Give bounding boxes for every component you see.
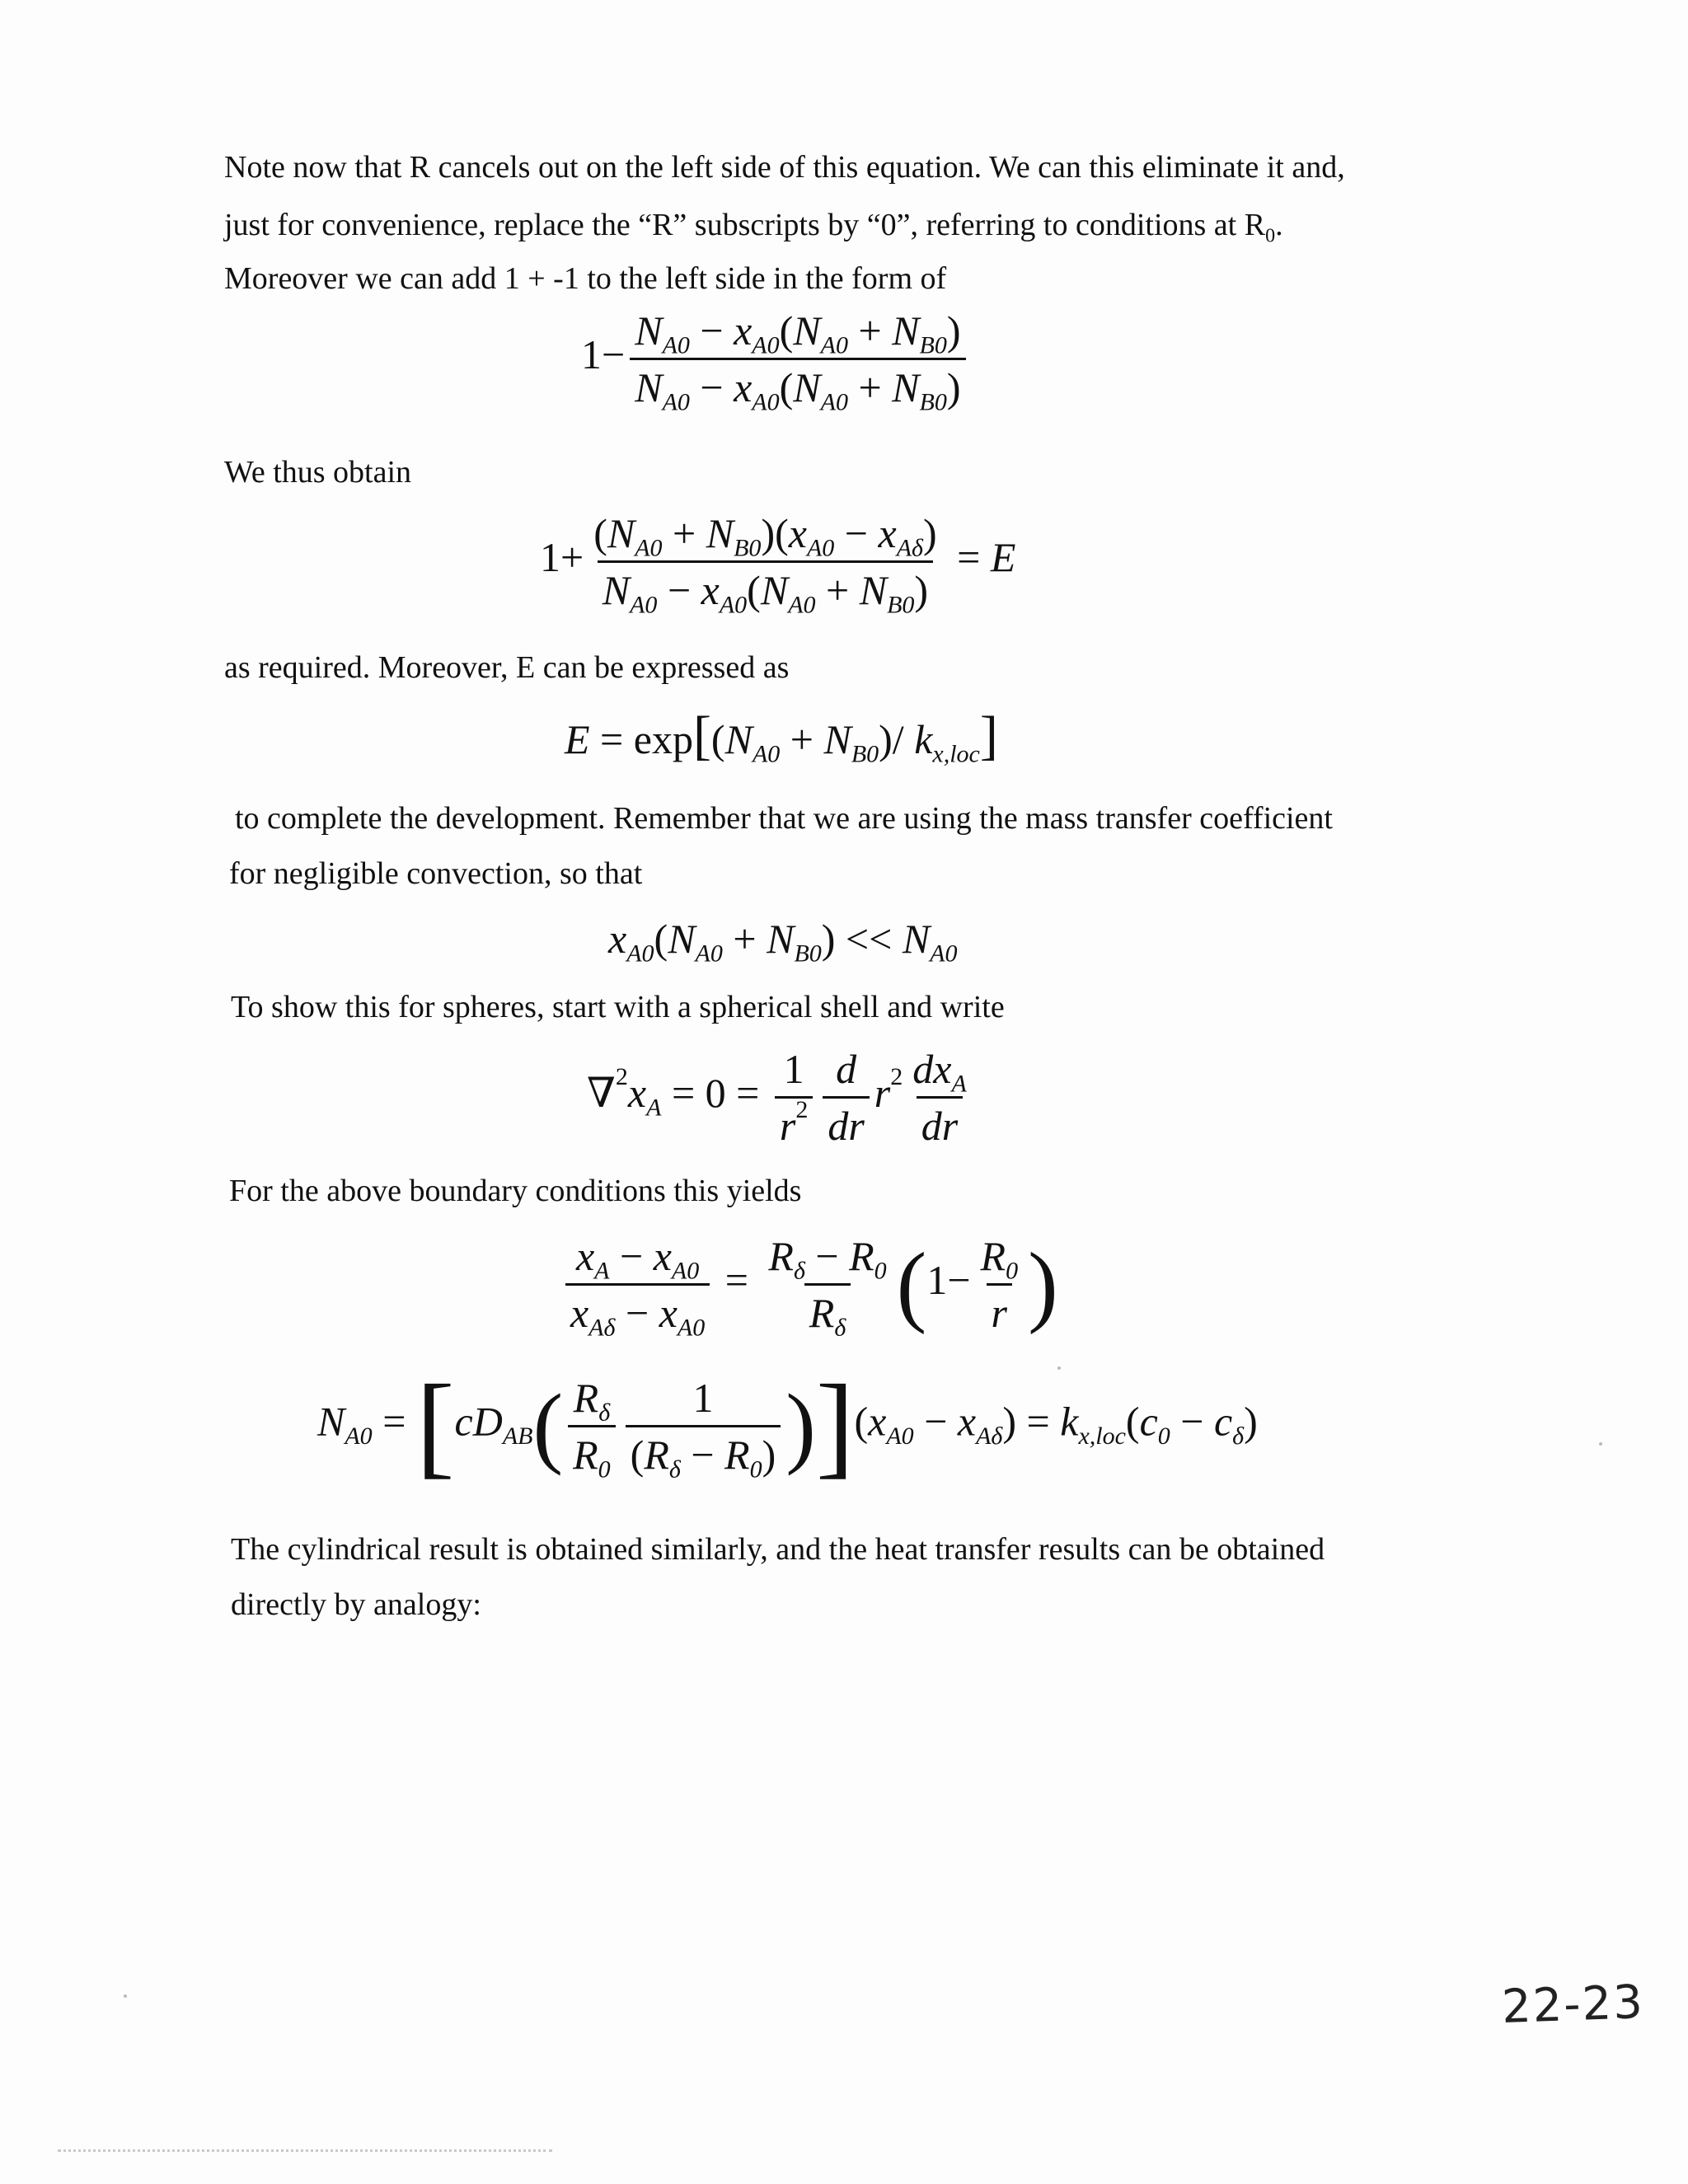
scan-speck — [1599, 1442, 1602, 1446]
paragraph-line: The cylindrical result is obtained similarly, and the heat transfer results can be obtained — [231, 1532, 1325, 1567]
equation-profile: $\frac{x_A - x_{A0}}{x_{A\delta} - x_{A0}}$ = $\frac{R_\delta - R_0}{R_\delta}$ (1− $\frac{R_0}{r}$ ) — [560, 1232, 1058, 1337]
equation-laplacian: $\nabla^2x_A = 0$ = $\frac{1}{r^2}$ $\frac{d}{dr}$ $r^2$ $\frac{dx_A}{dr}$ — [587, 1046, 967, 1149]
paragraph-line: For the above boundary conditions this yields — [229, 1174, 802, 1208]
paragraph-line: To show this for spheres, start with a spherical shell and write — [231, 990, 1005, 1024]
paragraph-line: directly by analogy: — [231, 1587, 481, 1622]
page-number: 22-23 — [1500, 1975, 1645, 2034]
paragraph-text: just for convenience, replace the “R” subscripts by “0”, referring to conditions at R — [224, 208, 1266, 242]
paragraph-line: as required. Moreover, E can be expressed as — [224, 650, 790, 685]
paragraph-line: Moreover we can add 1 + -1 to the left side in the form of — [224, 261, 947, 296]
paragraph-line: Note now that R cancels out on the left side of this equation. We can this eliminate it and, — [224, 150, 1345, 185]
paragraph-line: to complete the development. Remember that we are using the mass transfer coefficient — [235, 801, 1333, 836]
equation-flux: $N_{A0} = [cD_{AB}$( $\frac{R_\delta}{R_0}$ $\frac{1}{(R_\delta - R_0)}$ )]$(x_{A0} - x_{A\delta}) = k_{x,loc}(c_0 - c_\delta)$ — [317, 1361, 1258, 1489]
scan-edge-artifact — [58, 2149, 552, 2152]
equation-negligible-convection: $x_{A0}(N_{A0} + N_{B0}) << N_{A0}$ — [608, 916, 958, 968]
paragraph-text: . — [1275, 208, 1283, 242]
paragraph-line: for negligible convection, so that — [229, 856, 643, 891]
scan-speck — [1057, 1366, 1061, 1370]
subscript: 0 — [1265, 225, 1276, 247]
equation-E-exp: $E = \exp[(N_{A0} + N_{B0})/$ $k_{x,loc}$] — [565, 705, 998, 768]
paragraph-line: We thus obtain — [224, 455, 412, 490]
scan-speck — [124, 1994, 127, 1998]
equation-E-definition: 1+ $\frac{(N_{A0} + N_{B0})(x_{A0} - x_{A\delta})}{N_{A0} - x_{A0}(N_{A0} + N_{B0})}$ = E — [540, 510, 1016, 619]
equation-one-plus-minus: 1− $\frac{N_{A0} - x_{A0}(N_{A0} + N_{B0})}{N_{A0} - x_{A0}(N_{A0} + N_{B0})}$ — [581, 307, 971, 411]
